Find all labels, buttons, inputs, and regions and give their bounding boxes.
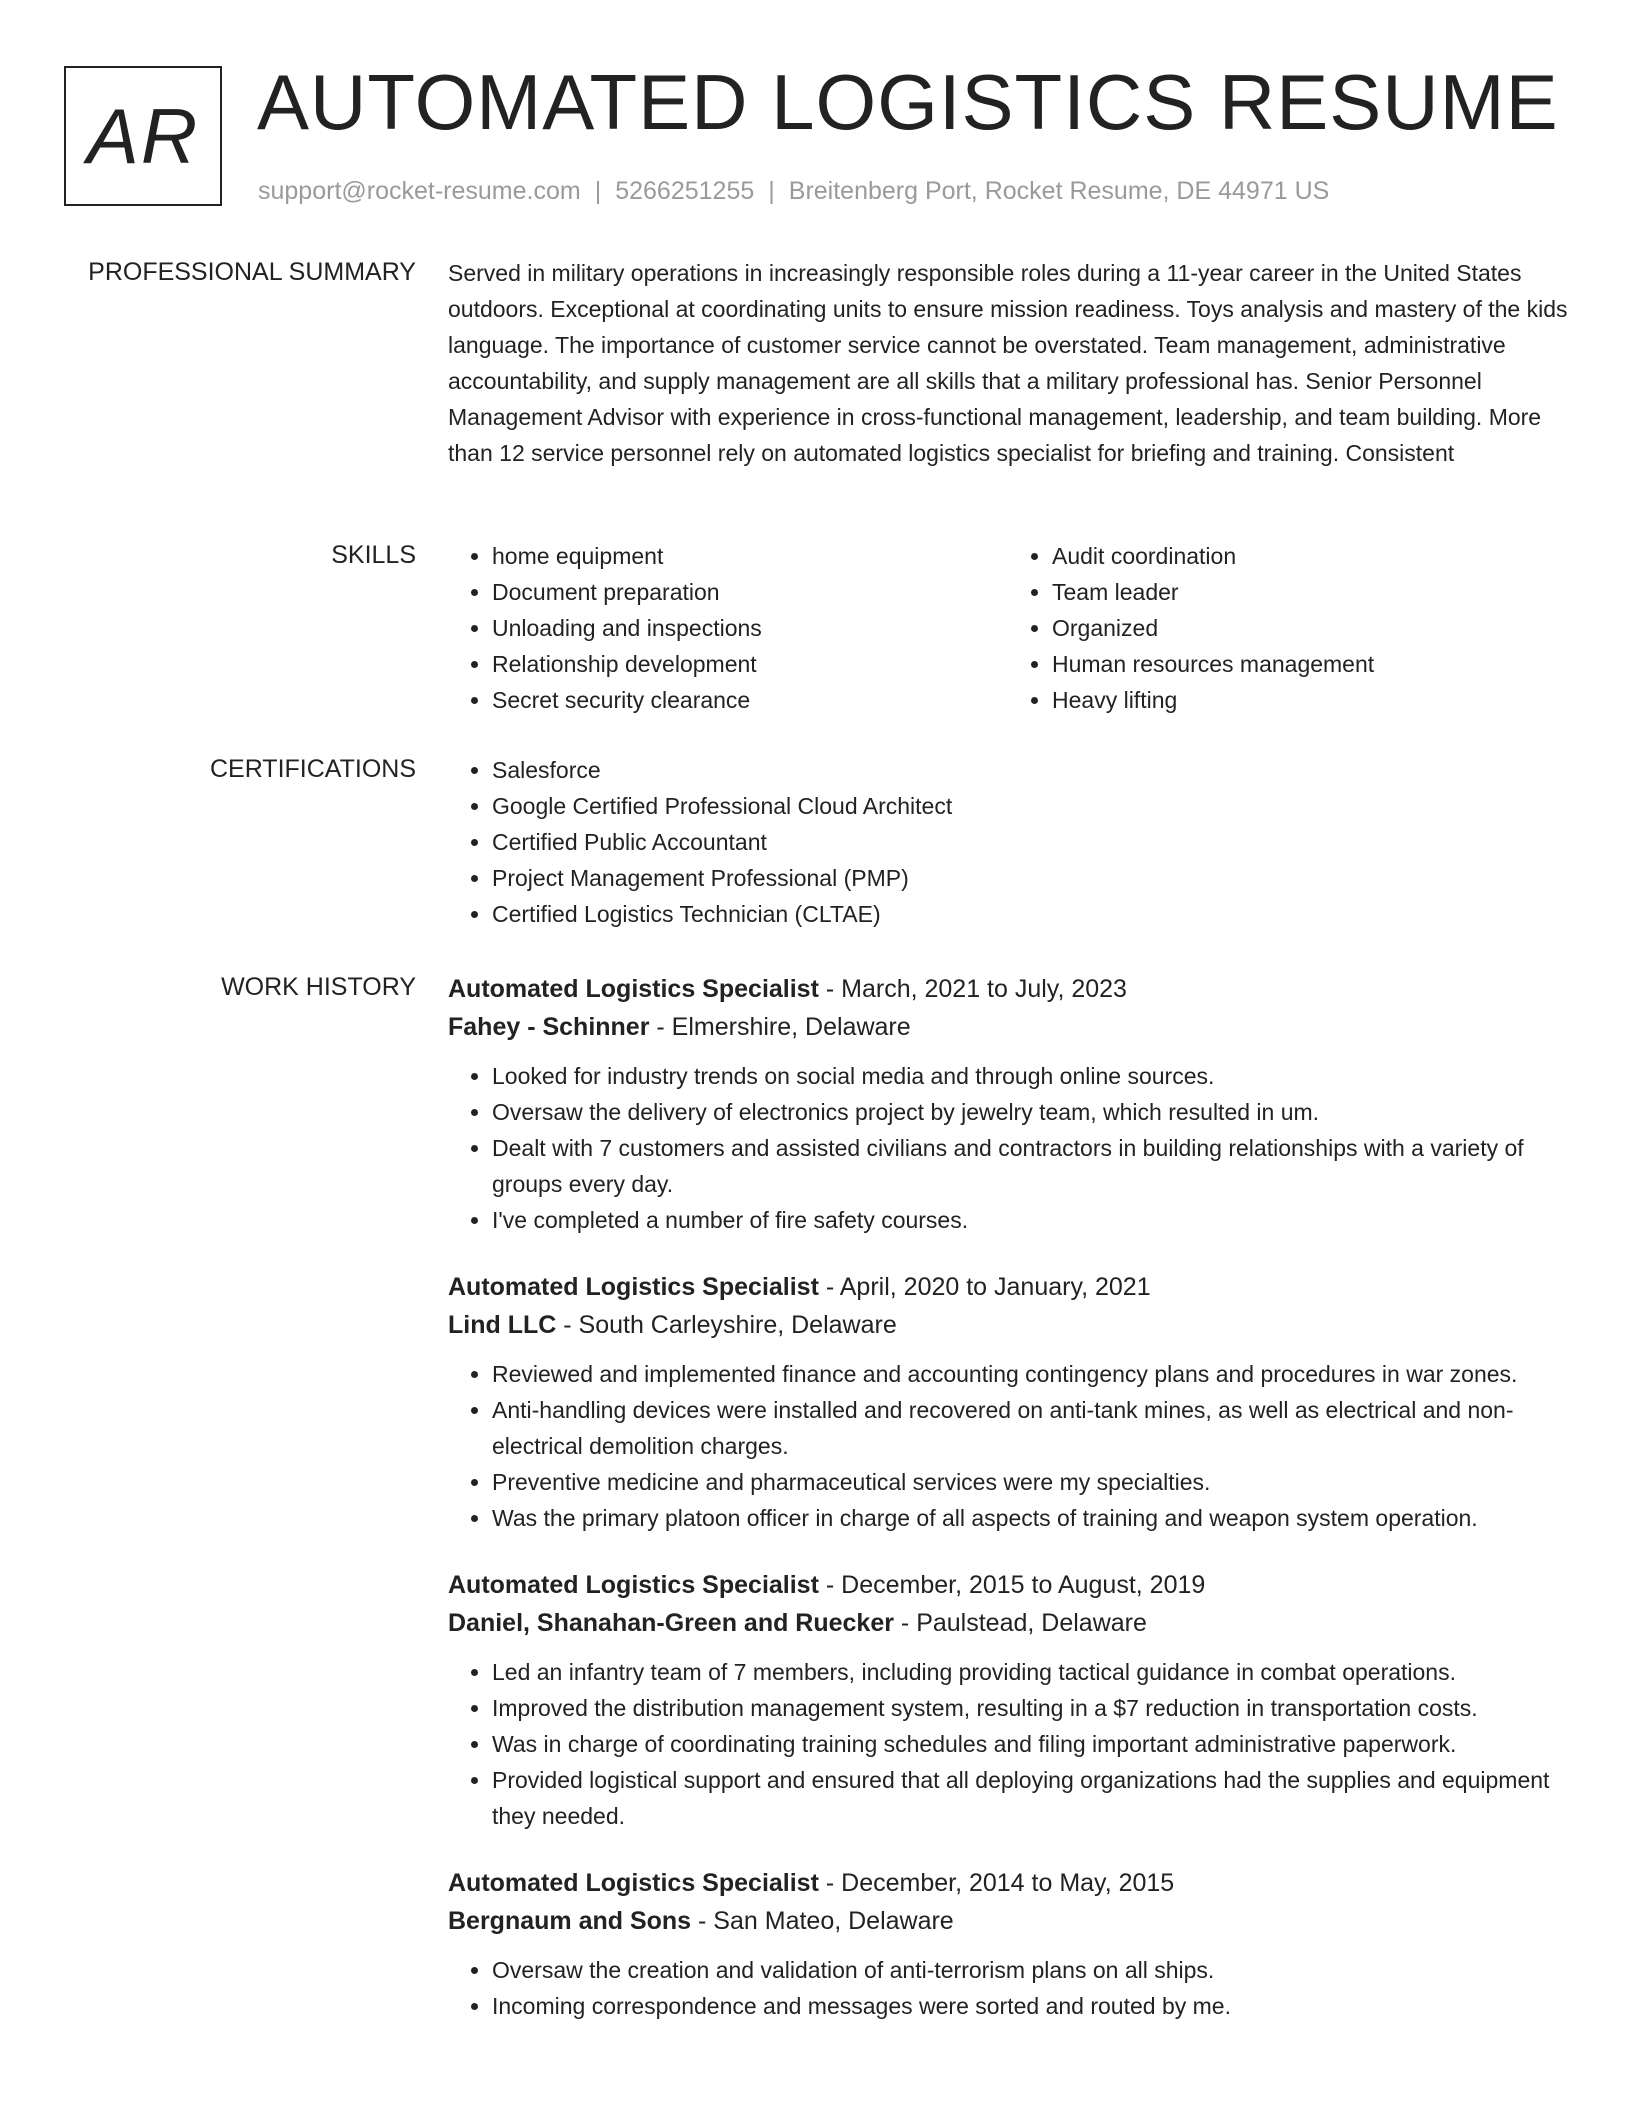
skill-item: • Organized — [1052, 610, 1568, 646]
job-duty: • Was the primary platoon officer in charge of all aspects of training and weapon system operation. — [492, 1500, 1568, 1536]
certification-item: • Google Certified Professional Cloud Architect — [492, 788, 1568, 824]
work-history-label: WORK HISTORY — [221, 973, 416, 1001]
job-company: Bergnaum and Sons — [448, 1907, 692, 1935]
job-entry — [448, 1864, 1568, 2024]
contact-email[interactable]: support@rocket-resume.com — [258, 177, 581, 205]
certifications-list — [448, 752, 1568, 932]
job-location: - Elmershire, Delaware — [649, 1013, 911, 1041]
skill-item: • Relationship development — [492, 646, 1008, 682]
skills-label: SKILLS — [331, 541, 416, 569]
job-duty: • Led an infantry team of 7 members, including providing tactical guidance in combat operations. — [492, 1654, 1568, 1690]
job-title-line — [448, 1268, 1568, 1306]
job-duties — [448, 1654, 1568, 1834]
skills-list-left — [448, 538, 1008, 718]
job-company-line — [448, 1306, 1568, 1344]
job-entry — [448, 1566, 1568, 1834]
job-title-line — [448, 970, 1568, 1008]
job-company-line — [448, 1008, 1568, 1046]
job-title: Automated Logistics Specialist — [448, 975, 819, 1003]
job-location: - Paulstead, Delaware — [893, 1609, 1147, 1637]
certification-item: • Certified Logistics Technician (CLTAE) — [492, 896, 1568, 932]
job-duty: • Was in charge of coordinating training schedules and filing important administrative paperwork. — [492, 1726, 1568, 1762]
contact-separator: | — [594, 177, 602, 205]
job-title-line — [448, 1566, 1568, 1604]
skill-item: • Unloading and inspections — [492, 610, 1008, 646]
summary-text: Served in military operations in increasingly responsible roles during a 11-year career in the United States outdoors. Exceptional at coordinating units to ensure mission readiness. Toys analysis and mastery of the kids language. The importance of customer service cannot be overstated. Team management, administrative accountability, and supply management are all skills that a military professional has. Senior Personnel Management Advisor with experience in cross-functional management, leadership, and team building. More than 12 service personnel rely on automated logistics specialist for briefing and training. Consistent — [448, 260, 1568, 466]
skill-item: • Heavy lifting — [1052, 682, 1568, 718]
contact-separator: | — [768, 177, 775, 205]
skill-item: • Audit coordination — [1052, 538, 1568, 574]
job-duty: • Incoming correspondence and messages were sorted and routed by me. — [492, 1988, 1568, 2024]
skill-item: • Human resources management — [1052, 646, 1568, 682]
job-company: Fahey - Schinner — [448, 1013, 650, 1041]
job-company-line — [448, 1604, 1568, 1642]
monogram-badge: AR — [64, 66, 222, 206]
certifications-body — [448, 752, 1568, 932]
work-history-body — [448, 970, 1568, 2054]
job-company-line — [448, 1902, 1568, 1940]
job-duties — [448, 1952, 1568, 2024]
certifications-label: CERTIFICATIONS — [209, 755, 416, 783]
skill-item: • home equipment — [492, 538, 1008, 574]
skill-item: • Document preparation — [492, 574, 1008, 610]
job-duties — [448, 1058, 1568, 1238]
job-duty: • I've completed a number of fire safety courses. — [492, 1202, 1568, 1238]
job-duty: • Preventive medicine and pharmaceutical services were my specialties. — [492, 1464, 1568, 1500]
summary-body — [448, 255, 1568, 471]
job-duty: • Provided logistical support and ensured that all deploying organizations had the supplies and equipment they needed. — [492, 1762, 1568, 1834]
job-duty: • Looked for industry trends on social media and through online sources. — [492, 1058, 1568, 1094]
job-dates: - December, 2015 to August, 2019 — [818, 1571, 1206, 1599]
job-duty: • Dealt with 7 customers and assisted civilians and contractors in building relationships with a variety of groups every day. — [492, 1130, 1568, 1202]
job-entry — [448, 970, 1568, 1238]
skill-item: • Team leader — [1052, 574, 1568, 610]
job-duties — [448, 1356, 1568, 1536]
contact-phone[interactable]: 5266251255 — [615, 177, 755, 205]
job-duty: • Improved the distribution management system, resulting in a $7 reduction in transportation costs. — [492, 1690, 1568, 1726]
certification-item: • Project Management Professional (PMP) — [492, 860, 1568, 896]
job-dates: - December, 2014 to May, 2015 — [818, 1869, 1175, 1897]
job-location: - San Mateo, Delaware — [691, 1907, 954, 1935]
skill-item: • Secret security clearance — [492, 682, 1008, 718]
certification-item: • Salesforce — [492, 752, 1568, 788]
job-entry — [448, 1268, 1568, 1536]
job-duty: • Reviewed and implemented finance and accounting contingency plans and procedures in war zones. — [492, 1356, 1568, 1392]
certification-item: • Certified Public Accountant — [492, 824, 1568, 860]
contact-line — [258, 176, 1329, 206]
resume-title: AUTOMATED LOGISTICS RESUME — [257, 58, 1559, 146]
summary-label: PROFESSIONAL SUMMARY — [88, 258, 416, 286]
skills-body — [448, 538, 1568, 718]
job-title: Automated Logistics Specialist — [448, 1571, 819, 1599]
job-dates: - March, 2021 to July, 2023 — [818, 975, 1127, 1003]
job-company: Lind LLC — [448, 1311, 557, 1339]
job-dates: - April, 2020 to January, 2021 — [818, 1273, 1151, 1301]
job-title: Automated Logistics Specialist — [448, 1869, 819, 1897]
job-duty: • Oversaw the creation and validation of anti-terrorism plans on all ships. — [492, 1952, 1568, 1988]
contact-address: Breitenberg Port, Rocket Resume, DE 44971 US — [788, 177, 1330, 205]
job-title: Automated Logistics Specialist — [448, 1273, 819, 1301]
job-duty: • Oversaw the delivery of electronics project by jewelry team, which resulted in um. — [492, 1094, 1568, 1130]
job-location: - South Carleyshire, Delaware — [556, 1311, 897, 1339]
job-company: Daniel, Shanahan-Green and Ruecker — [448, 1609, 894, 1637]
job-duty: • Anti-handling devices were installed and recovered on anti-tank mines, as well as electrical and non-electrical demolition charges. — [492, 1392, 1568, 1464]
skills-list-right — [1008, 538, 1568, 718]
job-title-line — [448, 1864, 1568, 1902]
